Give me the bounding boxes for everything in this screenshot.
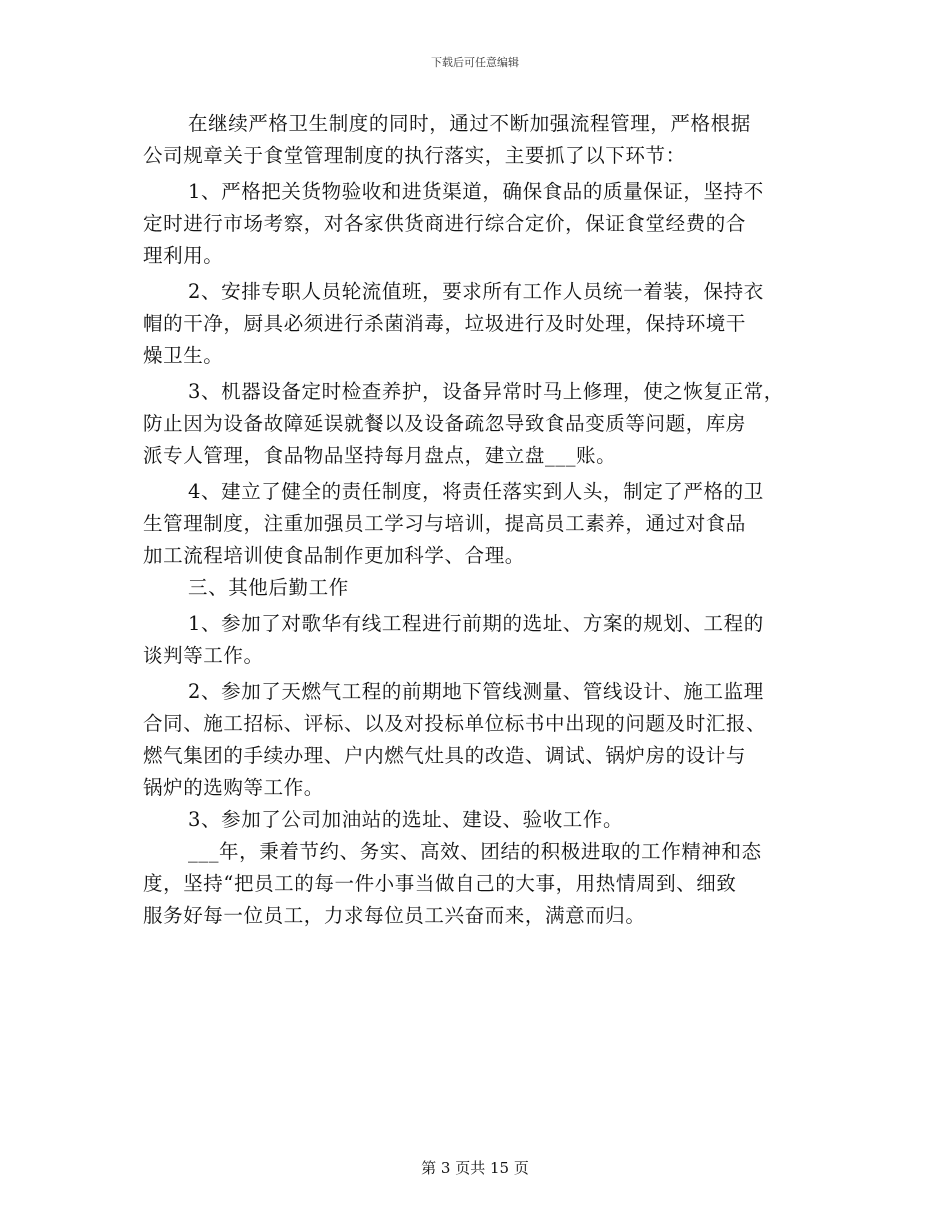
text-line: 理利用。: [143, 244, 224, 267]
text-line: 燃气集团的手续办理、户内燃气灶具的改造、调试、锅炉房的设计与: [143, 744, 747, 767]
text-line: 燥卫生。: [143, 344, 224, 367]
text-line: 在继续严格卫生制度的同时，通过不断加强流程管理，严格根据: [188, 112, 751, 135]
paragraph-other-1: [143, 608, 807, 672]
paragraph-item-3: [143, 376, 807, 472]
page-header: 下载后可任意编辑: [431, 56, 519, 69]
text-line: 服务好每一位员工，力求每位员工兴奋而来，满意而归。: [143, 904, 646, 927]
text-line: 2、安排专职人员轮流值班，要求所有工作人员统一着装，保持衣: [188, 280, 764, 303]
text-line: 3、机器设备定时检查养护，设备异常时马上修理，使之恢复正常，: [188, 380, 784, 403]
section-heading-text: 三、其他后勤工作: [188, 576, 349, 599]
paragraph-closing: [143, 836, 807, 932]
text-line: 帽的干净，厨具必须进行杀菌消毒，垃圾进行及时处理，保持环境干: [143, 312, 747, 335]
text-line: 锅炉的选购等工作。: [143, 776, 324, 799]
text-line: 合同、施工招标、评标、以及对投标单位标书中出现的问题及时汇报、: [143, 712, 767, 735]
paragraph-other-3: [143, 804, 807, 836]
text-line: 1、严格把关货物验收和进货渠道，确保食品的质量保证，坚持不: [188, 180, 764, 203]
text-line: 生管理制度，注重加强员工学习与培训，提高员工素养，通过对食品: [143, 512, 747, 535]
paragraph-other-2: [143, 676, 807, 804]
text-line: ___年，秉着节约、务实、高效、团结的积极进取的工作精神和态: [188, 840, 762, 863]
text-line: 2、参加了天燃气工程的前期地下管线测量、管线设计、施工监理: [188, 680, 764, 703]
paragraph-item-1: [143, 176, 807, 272]
text-line: 1、参加了对歌华有线工程进行前期的选址、方案的规划、工程的: [188, 612, 764, 635]
document-body: [143, 108, 807, 932]
section-heading: [143, 572, 807, 604]
text-line: 谈判等工作。: [143, 644, 264, 667]
text-line: 防止因为设备故障延误就餐以及设备疏忽导致食品变质等问题，库房: [143, 412, 747, 435]
text-line: 度，坚持“把员工的每一件小事当做自己的大事，用热情周到、细致: [143, 872, 737, 895]
page-number-footer: 第 3 页共 15 页: [421, 1159, 529, 1177]
paragraph-item-2: [143, 276, 807, 372]
text-line: 派专人管理，食品物品坚持每月盘点，建立盘___账。: [143, 444, 617, 467]
text-line: 加工流程培训使食品制作更加科学、合理。: [143, 544, 525, 567]
text-line: 4、建立了健全的责任制度，将责任落实到人头，制定了严格的卫: [188, 480, 764, 503]
paragraph-intro: [143, 108, 807, 172]
text-line: 定时进行市场考察，对各家供货商进行综合定价，保证食堂经费的合: [143, 212, 747, 235]
text-line: 3、参加了公司加油站的选址、建设、验收工作。: [188, 808, 624, 831]
text-line: 公司规章关于食堂管理制度的执行落实，主要抓了以下环节：: [143, 144, 686, 167]
paragraph-item-4: [143, 476, 807, 572]
